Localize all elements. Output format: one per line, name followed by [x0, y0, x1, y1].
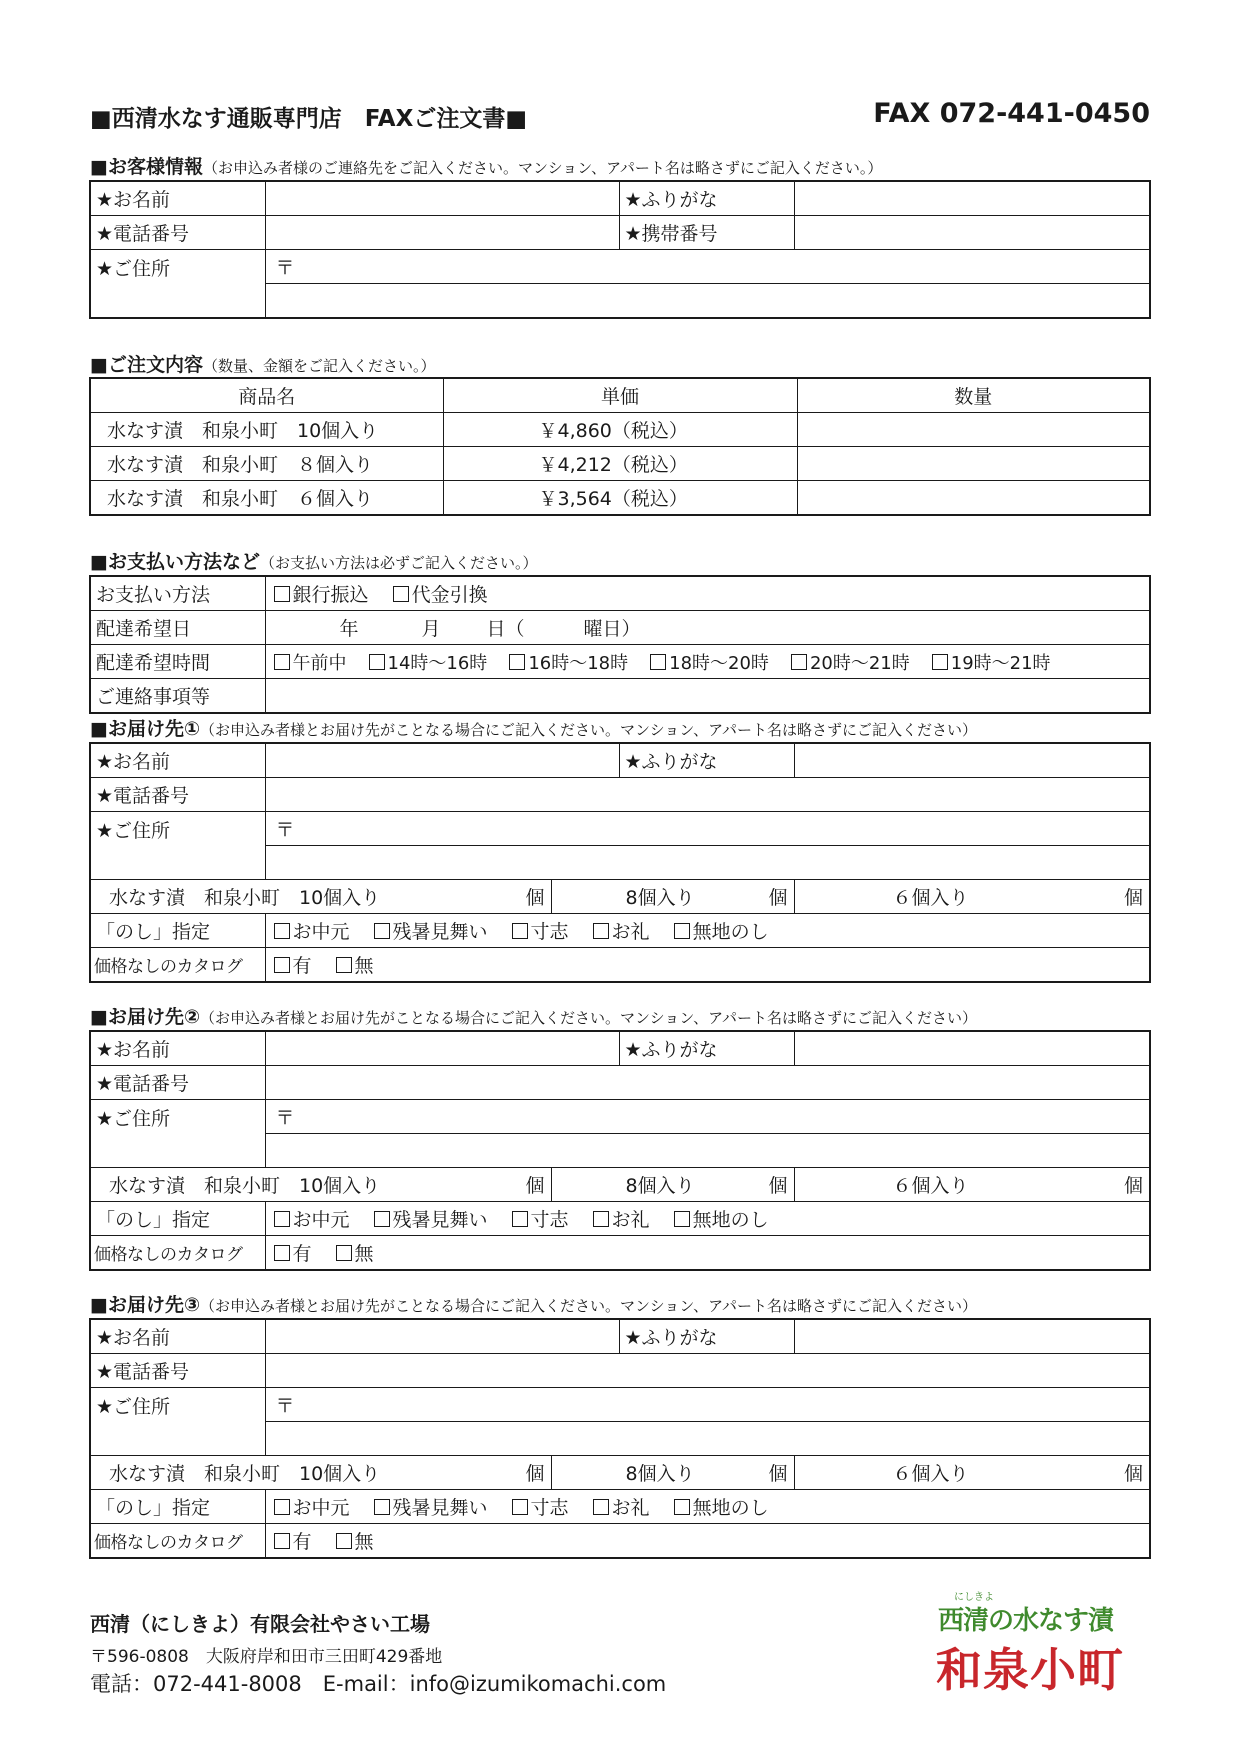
- noshi-label: 「のし」指定: [90, 1490, 265, 1524]
- checkbox-icon: [674, 923, 690, 939]
- company-contact: 電話：072-441-8008 E-mail：info@izumikomachi.com: [90, 1672, 667, 1696]
- delivery-heading: [90, 714, 977, 741]
- time-option[interactable]: 20時〜21時: [791, 649, 910, 675]
- delivery-address-field[interactable]: [265, 1422, 1150, 1456]
- payment-heading-title: ■お支払い方法など: [90, 551, 260, 573]
- order-qty-field[interactable]: [797, 447, 1150, 481]
- delivery-qty-10[interactable]: 水なす漬 和泉小町 10個入り 個: [90, 1168, 551, 1202]
- table-row: [90, 413, 1150, 447]
- order-qty-field[interactable]: [797, 481, 1150, 516]
- catalog-label: 価格なしのカタログ: [90, 1236, 265, 1271]
- customer-mobile-label: ★携帯番号: [619, 216, 794, 250]
- checkbox-icon: [336, 957, 352, 973]
- checkbox-icon: [593, 923, 609, 939]
- noshi-option[interactable]: 残暑見舞い: [374, 917, 488, 944]
- checkbox-icon: [593, 1211, 609, 1227]
- checkbox-icon: [791, 654, 807, 670]
- customer-phone-label: ★電話番号: [90, 216, 265, 250]
- delivery-heading-note: （お申込み者様とお届け先がことなる場合にご記入ください。マンション、アパート名は略さずにご記入ください）: [200, 1297, 977, 1315]
- payment-heading-note: （お支払い方法は必ずご記入ください。）: [259, 554, 538, 572]
- order-heading: [90, 350, 435, 377]
- checkbox-icon: [509, 654, 525, 670]
- delivery-date-label: 配達希望日: [90, 611, 265, 645]
- checkbox-icon: [512, 1211, 528, 1227]
- delivery-postal-field[interactable]: 〒: [265, 812, 1150, 846]
- delivery-postal-field[interactable]: 〒: [265, 1100, 1150, 1134]
- checkbox-icon: [593, 1499, 609, 1515]
- checkbox-icon: [374, 1211, 390, 1227]
- contact-notes-label: ご連絡事項等: [90, 679, 265, 714]
- order-price: ￥3,564（税込）: [443, 481, 797, 516]
- order-price: ￥4,212（税込）: [443, 447, 797, 481]
- checkbox-icon: [336, 1245, 352, 1261]
- delivery-furigana-label: ★ふりがな: [619, 1319, 794, 1354]
- payment-method-label: お支払い方法: [90, 576, 265, 611]
- checkbox-icon: [274, 1533, 290, 1549]
- checkbox-icon: [274, 654, 290, 670]
- logo-subtitle: 西清の水なす漬: [938, 1606, 1114, 1636]
- noshi-option[interactable]: お中元: [274, 1493, 350, 1520]
- noshi-option[interactable]: お礼: [593, 1493, 650, 1520]
- customer-address-field[interactable]: [265, 284, 1150, 319]
- delivery-heading-title: ■お届け先②: [90, 1006, 201, 1028]
- customer-table: [89, 180, 1151, 319]
- company-address: 〒596-0808 大阪府岸和田市三田町429番地: [90, 1647, 443, 1667]
- delivery-address-field[interactable]: [265, 846, 1150, 880]
- delivery-name-label: ★お名前: [90, 1031, 265, 1066]
- delivery-name-field[interactable]: [265, 743, 619, 778]
- payment-table: [89, 575, 1151, 714]
- delivery-date-field[interactable]: 年 月 日（ 曜日）: [265, 611, 1150, 645]
- delivery-phone-field[interactable]: [265, 1066, 1150, 1100]
- customer-furigana-field[interactable]: [794, 181, 1150, 216]
- delivery-heading-note: （お申込み者様とお届け先がことなる場合にご記入ください。マンション、アパート名は略さずにご記入ください）: [200, 1009, 977, 1027]
- noshi-option[interactable]: 残暑見舞い: [374, 1493, 488, 1520]
- delivery-name-field[interactable]: [265, 1031, 619, 1066]
- brand-logo: [932, 1588, 1132, 1698]
- customer-heading-title: ■お客様情報: [90, 156, 203, 178]
- delivery-qty-10[interactable]: 水なす漬 和泉小町 10個入り 個: [90, 1456, 551, 1490]
- customer-name-label: ★お名前: [90, 181, 265, 216]
- checkbox-icon: [274, 923, 290, 939]
- delivery-furigana-label: ★ふりがな: [619, 1031, 794, 1066]
- payment-option-cod[interactable]: 代金引換: [393, 580, 488, 607]
- contact-notes-field[interactable]: [265, 679, 1150, 714]
- checkbox-icon: [274, 1245, 290, 1261]
- table-row: [90, 447, 1150, 481]
- checkbox-icon: [369, 654, 385, 670]
- delivery-qty-6[interactable]: ６個入り 個: [794, 1168, 1150, 1202]
- customer-phone-field[interactable]: [265, 216, 619, 250]
- noshi-label: 「のし」指定: [90, 1202, 265, 1236]
- delivery-address-label: ★ご住所: [90, 1388, 265, 1456]
- company-name: 西清（にしきよ）有限会社やさい工場: [90, 1612, 430, 1636]
- checkbox-icon: [674, 1211, 690, 1227]
- checkbox-icon: [274, 1211, 290, 1227]
- noshi-option[interactable]: お中元: [274, 917, 350, 944]
- logo-furigana: にしきよ: [954, 1592, 994, 1603]
- checkbox-icon: [932, 654, 948, 670]
- customer-mobile-field[interactable]: [794, 216, 1150, 250]
- delivery-heading-title: ■お届け先①: [90, 718, 201, 740]
- catalog-option[interactable]: 無: [336, 1239, 374, 1266]
- noshi-option[interactable]: お中元: [274, 1205, 350, 1232]
- noshi-option[interactable]: 寸志: [512, 1205, 569, 1232]
- delivery-phone-label: ★電話番号: [90, 1066, 265, 1100]
- customer-postal-field[interactable]: 〒: [265, 250, 1150, 284]
- delivery-qty-8[interactable]: 8個入り 個: [551, 1168, 794, 1202]
- logo-main: 和泉小町: [936, 1643, 1124, 1697]
- order-product: 水なす漬 和泉小町 ６個入り: [90, 481, 443, 516]
- customer-name-field[interactable]: [265, 181, 619, 216]
- delivery-postal-field[interactable]: 〒: [265, 1388, 1150, 1422]
- delivery-time-label: 配達希望時間: [90, 645, 265, 679]
- checkbox-icon: [512, 923, 528, 939]
- delivery-table: [89, 742, 1151, 983]
- delivery-heading: [90, 1290, 977, 1317]
- delivery-table: [89, 1030, 1151, 1271]
- checkbox-icon: [274, 1499, 290, 1515]
- delivery-qty-10[interactable]: 水なす漬 和泉小町 10個入り 個: [90, 880, 551, 914]
- time-option[interactable]: 19時〜21時: [932, 649, 1051, 675]
- checkbox-icon: [650, 654, 666, 670]
- order-col-product: 商品名: [90, 378, 443, 413]
- checkbox-icon: [374, 1499, 390, 1515]
- order-product: 水なす漬 和泉小町 10個入り: [90, 413, 443, 447]
- order-qty-field[interactable]: [797, 413, 1150, 447]
- delivery-address-field[interactable]: [265, 1134, 1150, 1168]
- time-option[interactable]: 18時〜20時: [650, 649, 769, 675]
- customer-heading-note: （お申込み者様のご連絡先をご記入ください。マンション、アパート名は略さずにご記入ください。）: [202, 159, 883, 177]
- order-col-qty: 数量: [797, 378, 1150, 413]
- checkbox-icon: [336, 1533, 352, 1549]
- delivery-furigana-field[interactable]: [794, 1031, 1150, 1066]
- delivery-qty-8[interactable]: 8個入り 個: [551, 1456, 794, 1490]
- customer-address-label: ★ご住所: [90, 250, 265, 319]
- delivery-name-label: ★お名前: [90, 1319, 265, 1354]
- customer-heading: [90, 152, 882, 179]
- noshi-option[interactable]: 無地のし: [674, 917, 769, 944]
- order-price: ￥4,860（税込）: [443, 413, 797, 447]
- delivery-furigana-field[interactable]: [794, 1319, 1150, 1354]
- time-option[interactable]: 午前中: [274, 649, 347, 675]
- delivery-furigana-label: ★ふりがな: [619, 743, 794, 778]
- noshi-option[interactable]: お礼: [593, 917, 650, 944]
- checkbox-icon: [393, 586, 409, 602]
- delivery-qty-8[interactable]: 8個入り 個: [551, 880, 794, 914]
- checkbox-icon: [512, 1499, 528, 1515]
- noshi-label: 「のし」指定: [90, 914, 265, 948]
- catalog-option[interactable]: 有: [274, 1239, 312, 1266]
- payment-option-bank[interactable]: 銀行振込: [274, 580, 369, 607]
- table-row: [90, 481, 1150, 516]
- order-product: 水なす漬 和泉小町 ８個入り: [90, 447, 443, 481]
- checkbox-icon: [674, 1499, 690, 1515]
- delivery-phone-field[interactable]: [265, 1354, 1150, 1388]
- delivery-name-label: ★お名前: [90, 743, 265, 778]
- time-option[interactable]: 14時〜16時: [369, 649, 488, 675]
- delivery-phone-label: ★電話番号: [90, 1354, 265, 1388]
- catalog-option[interactable]: 無: [336, 951, 374, 978]
- catalog-label: 価格なしのカタログ: [90, 1524, 265, 1559]
- customer-furigana-label: ★ふりがな: [619, 181, 794, 216]
- catalog-option[interactable]: 無: [336, 1527, 374, 1554]
- catalog-option[interactable]: 有: [274, 951, 312, 978]
- delivery-qty-6[interactable]: ６個入り 個: [794, 1456, 1150, 1490]
- order-heading-note: （数量、金額をご記入ください。）: [202, 357, 436, 375]
- delivery-name-field[interactable]: [265, 1319, 619, 1354]
- catalog-option[interactable]: 有: [274, 1527, 312, 1554]
- catalog-label: 価格なしのカタログ: [90, 948, 265, 983]
- delivery-phone-field[interactable]: [265, 778, 1150, 812]
- order-col-price: 単価: [443, 378, 797, 413]
- checkbox-icon: [374, 923, 390, 939]
- noshi-option[interactable]: 寸志: [512, 917, 569, 944]
- delivery-address-label: ★ご住所: [90, 1100, 265, 1168]
- noshi-option[interactable]: 無地のし: [674, 1493, 769, 1520]
- payment-heading: [90, 547, 537, 574]
- delivery-furigana-field[interactable]: [794, 743, 1150, 778]
- delivery-qty-6[interactable]: ６個入り 個: [794, 880, 1150, 914]
- form-title: ■西清水なす通販専門店 FAXご注文書■: [90, 106, 528, 132]
- checkbox-icon: [274, 586, 290, 602]
- time-option[interactable]: 16時〜18時: [509, 649, 628, 675]
- delivery-address-label: ★ご住所: [90, 812, 265, 880]
- delivery-phone-label: ★電話番号: [90, 778, 265, 812]
- noshi-option[interactable]: 残暑見舞い: [374, 1205, 488, 1232]
- order-heading-title: ■ご注文内容: [90, 354, 203, 376]
- order-table: [89, 377, 1151, 516]
- checkbox-icon: [274, 957, 290, 973]
- noshi-option[interactable]: お礼: [593, 1205, 650, 1232]
- delivery-heading-title: ■お届け先③: [90, 1294, 201, 1316]
- delivery-heading: [90, 1002, 977, 1029]
- noshi-option[interactable]: 無地のし: [674, 1205, 769, 1232]
- fax-number: FAX 072-441-0450: [873, 98, 1150, 129]
- delivery-heading-note: （お申込み者様とお届け先がことなる場合にご記入ください。マンション、アパート名は略さずにご記入ください）: [200, 721, 977, 739]
- delivery-table: [89, 1318, 1151, 1559]
- noshi-option[interactable]: 寸志: [512, 1493, 569, 1520]
